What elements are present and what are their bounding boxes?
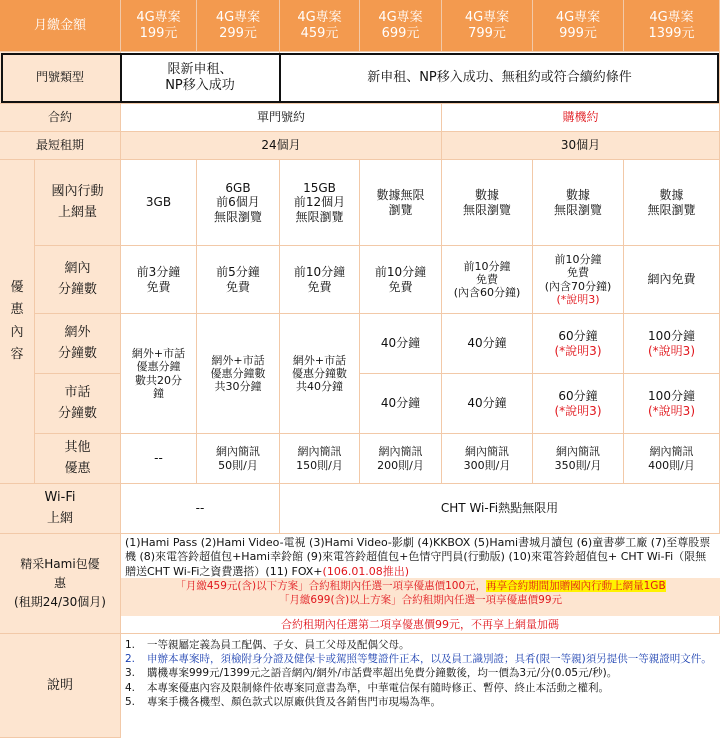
- note-5-text: 專案手機各機型、顏色款式以原廠供貨及各銷售門市現場為準。: [147, 695, 441, 708]
- onnet-699: 前10分鐘 免費: [360, 246, 442, 314]
- onnet-1399: 網內免費: [624, 246, 720, 314]
- onnet-799: 前10分鐘 免費 (內含60分鐘): [442, 246, 533, 314]
- landline-1399-value: 100分鐘: [648, 389, 695, 404]
- note-4-text: 本專案優惠內容及限制條件依專案同意書為準，中華電信保有隨時修正、暫停、終止本活動之權利。: [147, 681, 609, 694]
- landline-799: 40分鐘: [442, 374, 533, 434]
- offnet-999-value: 60分鐘: [558, 329, 598, 344]
- notes-label: 說明: [0, 634, 121, 738]
- hami-promo-1b: 再享合約期間加贈國內行動上網量1GB: [486, 580, 666, 592]
- data-999: 數據 無限瀏覽: [533, 160, 624, 246]
- landline-row-label: 市話 分鐘數: [35, 374, 121, 434]
- landline-999-value: 60分鐘: [558, 389, 598, 404]
- number-type-divider-2: [279, 53, 281, 103]
- plan-999-header: 4G專案 999元: [533, 0, 624, 52]
- min-period-label: 最短租期: [0, 132, 121, 160]
- hami-items-date: (106.01.08推出): [322, 564, 410, 578]
- note-1-text: 一等親屬定義為員工配偶、子女、員工父母及配偶父母。: [147, 639, 410, 651]
- contract-device: 購機約: [442, 104, 720, 132]
- note-4: [125, 681, 716, 695]
- number-type-label: 門號類型: [0, 52, 121, 104]
- onnet-999-note: (*說明3): [556, 292, 600, 306]
- offnet-1399: [624, 314, 720, 374]
- landline-699: 40分鐘: [360, 374, 442, 434]
- hami-promo-3: 合約租期內任選第二項享優惠價99元，不再享上網量加碼: [121, 616, 720, 634]
- hami-items-text: (1)Hami Pass (2)Hami Video-電視 (3)Hami Video-影劇 (4)KKBOX (5)Hami書城月讀包 (6)童書夢工廠 (7)至尊股票機 (8)來電答鈴超值包+Hami幸鈴館 (9)來電答鈴超值包+色情守門員(行動版) (10)來電答鈴超值包+ CHT Wi-Fi（限無贈送CHT Wi-Fi之資費選搭）(11) FOX+: [125, 536, 711, 578]
- plan-799-header: 4G專案 799元: [442, 0, 533, 52]
- note-1: [125, 638, 716, 652]
- number-type-general: 新申租、NP移入成功、無租約或符合續約條件: [280, 52, 720, 104]
- note-4-num: 4.: [125, 681, 136, 694]
- landline-999: [533, 374, 624, 434]
- hami-promo-line2: 「月繳699(含)以上方案」合約租期內任選一項享優惠價99元: [278, 593, 563, 606]
- onnet-row-label: 網內 分鐘數: [35, 246, 121, 314]
- plan-199-header: 4G專案 199元: [121, 0, 197, 52]
- data-199: 3GB: [121, 160, 197, 246]
- wifi-row-label: Wi-Fi 上網: [0, 484, 121, 534]
- note-2-text: 申辦本專案時，須檢附身分證及健保卡或駕照等雙證件正本，以及員工識別證；具肴(限一等親)須另提供一等親證明文件。: [147, 653, 712, 666]
- data-299: 6GB 前6個月 無限瀏覽: [197, 160, 280, 246]
- offnet-row-label: 網外 分鐘數: [35, 314, 121, 374]
- plan-699-header: 4G專案 699元: [360, 0, 442, 52]
- note-3-num: 3.: [125, 667, 136, 680]
- landline-1399-note: (*說明3): [648, 403, 695, 418]
- other-1399: 網內簡訊 400則/月: [624, 434, 720, 484]
- hami-promo-line1: [125, 580, 716, 594]
- min-period-24: 24個月: [121, 132, 442, 160]
- offnet-699: 40分鐘: [360, 314, 442, 374]
- other-999: 網內簡訊 350則/月: [533, 434, 624, 484]
- wifi-right: CHT Wi-Fi熱點無限用: [280, 484, 720, 534]
- other-799: 網內簡訊 300則/月: [442, 434, 533, 484]
- data-row-label: 國內行動 上網量: [35, 160, 121, 246]
- offnet-999: [533, 314, 624, 374]
- onnet-459: 前10分鐘 免費: [280, 246, 360, 314]
- note-2: [125, 652, 716, 666]
- hami-label: 精采Hami包優 惠 (租期24/30個月): [0, 534, 121, 634]
- landline-1399: [624, 374, 720, 434]
- contract-single: 單門號約: [121, 104, 442, 132]
- data-459: 15GB 前12個月 無限瀏覽: [280, 160, 360, 246]
- other-row-label: 其他 優惠: [35, 434, 121, 484]
- offnet-799: 40分鐘: [442, 314, 533, 374]
- note-1-num: 1.: [125, 639, 136, 651]
- data-699: 數據無限 瀏覽: [360, 160, 442, 246]
- combined-199: 網外+市話 優惠分鐘 數共20分 鐘: [121, 314, 197, 434]
- number-type-frame: [1, 53, 719, 103]
- other-299: 網內簡訊 50則/月: [197, 434, 280, 484]
- contract-label: 合約: [0, 104, 121, 132]
- plan-299-header: 4G專案 299元: [197, 0, 280, 52]
- other-459: 網內簡訊 150則/月: [280, 434, 360, 484]
- offnet-999-note: (*說明3): [554, 343, 602, 358]
- note-3: [125, 666, 716, 680]
- other-199: --: [121, 434, 197, 484]
- onnet-299: 前5分鐘 免費: [197, 246, 280, 314]
- combined-299: 網外+市話 優惠分鐘數 共30分鐘: [197, 314, 280, 434]
- data-1399: 數據 無限瀏覽: [624, 160, 720, 246]
- data-799: 數據 無限瀏覽: [442, 160, 533, 246]
- monthly-fee-label: 月繳金額: [0, 0, 121, 52]
- min-period-30: 30個月: [442, 132, 720, 160]
- hami-promo-1a: 「月繳459元(含)以下方案」合約租期內任選一項享優惠價100元，: [175, 580, 487, 592]
- note-5-num: 5.: [125, 695, 136, 708]
- note-5: [125, 695, 716, 709]
- onnet-999: [533, 246, 624, 314]
- offnet-1399-value: 100分鐘: [648, 329, 695, 344]
- number-type-limited: 限新申租、 NP移入成功: [121, 52, 280, 104]
- combined-459: 網外+市話 優惠分鐘數 共40分鐘: [280, 314, 360, 434]
- wifi-left: --: [121, 484, 280, 534]
- note-3-text: 購機專案999元/1399元之語音網內/網外/市話費率超出免費分鐘數後，均一價為3元/分(0.05元/秒)。: [147, 667, 618, 680]
- offnet-1399-note: (*說明3): [648, 343, 695, 358]
- other-699: 網內簡訊 200則/月: [360, 434, 442, 484]
- note-2-num: 2.: [125, 653, 136, 666]
- benefits-section-label: 優 惠 內 容: [0, 160, 35, 484]
- onnet-199: 前3分鐘 免費: [121, 246, 197, 314]
- plan-459-header: 4G專案 459元: [280, 0, 360, 52]
- hami-promo: [121, 578, 720, 616]
- number-type-divider: [120, 53, 122, 103]
- landline-999-note: (*說明3): [554, 403, 602, 418]
- notes-list: [121, 636, 720, 738]
- plan-1399-header: 4G專案 1399元: [624, 0, 720, 52]
- onnet-999-text: 前10分鐘 免費 (內含70分鐘): [544, 253, 612, 293]
